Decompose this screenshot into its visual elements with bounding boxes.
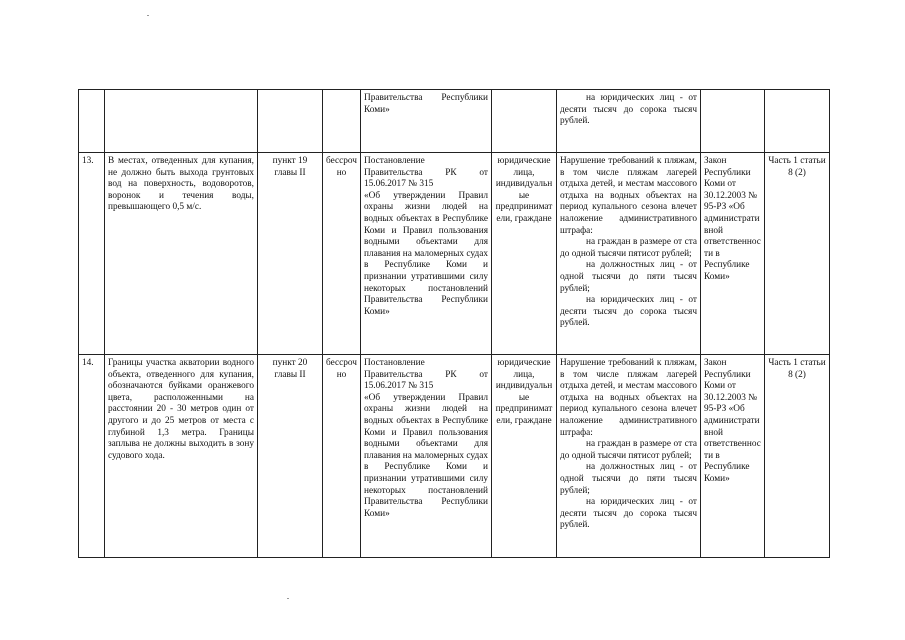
table-row bbox=[79, 153, 830, 355]
table-row bbox=[79, 355, 830, 558]
cell-term bbox=[323, 90, 361, 153]
cell-requirement: В местах, отведенных для купания, не должно быть выхода грунтовых вод на поверхность, водоворотов, воронок и течения воды, превышающего 0,5 м/с. bbox=[105, 153, 258, 355]
responsibility-line: на юридических лиц - от десяти тысяч до сорока тысяч рублей. bbox=[560, 93, 697, 127]
responsibility-line: на юридических лиц - от десяти тысяч до сорока тысяч рублей. bbox=[560, 295, 697, 329]
cell-legal-act bbox=[361, 90, 492, 153]
cell-number: 14. bbox=[79, 355, 105, 558]
cell-subject: юридические лица, индивидуальные предприниматели, граждане bbox=[492, 355, 557, 558]
cell-responsibility bbox=[557, 90, 701, 153]
responsibility-line: Нарушение требований к пляжам, в том числе пляжам лагерей отдыха детей, и местам массового отдыха на водных объектах на период купального сезона влечет наложение административного штрафа: bbox=[560, 358, 697, 438]
responsibility-line: Нарушение требований к пляжам, в том числе пляжам лагерей отдыха детей, и местам массового отдыха на водных объектах на период купального сезона влечет наложение административного штрафа: bbox=[560, 156, 697, 236]
responsibility-line: на юридических лиц - от десяти тысяч до сорока тысяч рублей. bbox=[560, 497, 697, 531]
table-row bbox=[79, 90, 830, 153]
cell-responsibility bbox=[557, 355, 701, 558]
scan-speck bbox=[287, 598, 289, 599]
requirements-table bbox=[78, 89, 830, 558]
cell-law: Закон Республики Коми от 30.12.2003 № 95-РЗ «Об административной ответственности в Республике Коми» bbox=[701, 355, 765, 558]
cell-article bbox=[765, 90, 830, 153]
cell-law: Закон Республики Коми от 30.12.2003 № 95-РЗ «Об административной ответственности в Республике Коми» bbox=[701, 153, 765, 355]
act-line: Постановление bbox=[364, 358, 425, 368]
act-line: Правительства РК от 15.06.2017 № 315 bbox=[364, 167, 488, 190]
scan-speck bbox=[147, 15, 149, 16]
cell-requirement bbox=[105, 90, 258, 153]
responsibility-line: на граждан в размере от ста до одной тысячи пятисот рублей; bbox=[560, 237, 697, 259]
cell-point: пункт 20 главы II bbox=[258, 355, 323, 558]
cell-number bbox=[79, 90, 105, 153]
cell-term: бессрочно bbox=[323, 153, 361, 355]
act-line: «Об утверждении Правил охраны жизни людей на водных объектах в Республике Коми и Правил пользования водными объектами для плавания на маломерных судах в Республике Коми и признании утратившими силу некоторых постановлений Правительства Республики Коми» bbox=[364, 190, 488, 317]
cell-responsibility bbox=[557, 153, 701, 355]
cell-law bbox=[701, 90, 765, 153]
responsibility-line: на должностных лиц - от одной тысячи до пяти тысяч рублей; bbox=[560, 462, 697, 496]
cell-subject bbox=[492, 90, 557, 153]
cell-term: бессрочно bbox=[323, 355, 361, 558]
cell-point: пункт 19 главы II bbox=[258, 153, 323, 355]
cell-point bbox=[258, 90, 323, 153]
cell-subject: юридические лица, индивидуальные предприниматели, граждане bbox=[492, 153, 557, 355]
act-line: Правительства Республики Коми» bbox=[364, 93, 488, 115]
cell-article: Часть 1 статьи 8 (2) bbox=[765, 355, 830, 558]
act-line: Правительства РК от 15.06.2017 № 315 bbox=[364, 369, 488, 392]
act-line: Постановление bbox=[364, 156, 425, 166]
cell-requirement: Границы участка акватории водного объекта, отведенного для купания, обозначаются буйками оранжевого цвета, расположенными на расстоянии 20 - 30 метров один от другого и до 25 метров от места с глубиной 1,3 метра. Границы заплыва не должны выходить в зону судового хода. bbox=[105, 355, 258, 558]
responsibility-line: на должностных лиц - от одной тысячи до пяти тысяч рублей; bbox=[560, 260, 697, 294]
cell-legal-act bbox=[361, 355, 492, 558]
cell-article: Часть 1 статьи 8 (2) bbox=[765, 153, 830, 355]
cell-number: 13. bbox=[79, 153, 105, 355]
responsibility-line: на граждан в размере от ста до одной тысячи пятисот рублей; bbox=[560, 439, 697, 461]
act-line: «Об утверждении Правил охраны жизни людей на водных объектах в Республике Коми и Правил пользования водными объектами для плавания на маломерных судах в Республике Коми и признании утратившими силу некоторых постановлений Правительства Республики Коми» bbox=[364, 392, 488, 519]
cell-legal-act bbox=[361, 153, 492, 355]
